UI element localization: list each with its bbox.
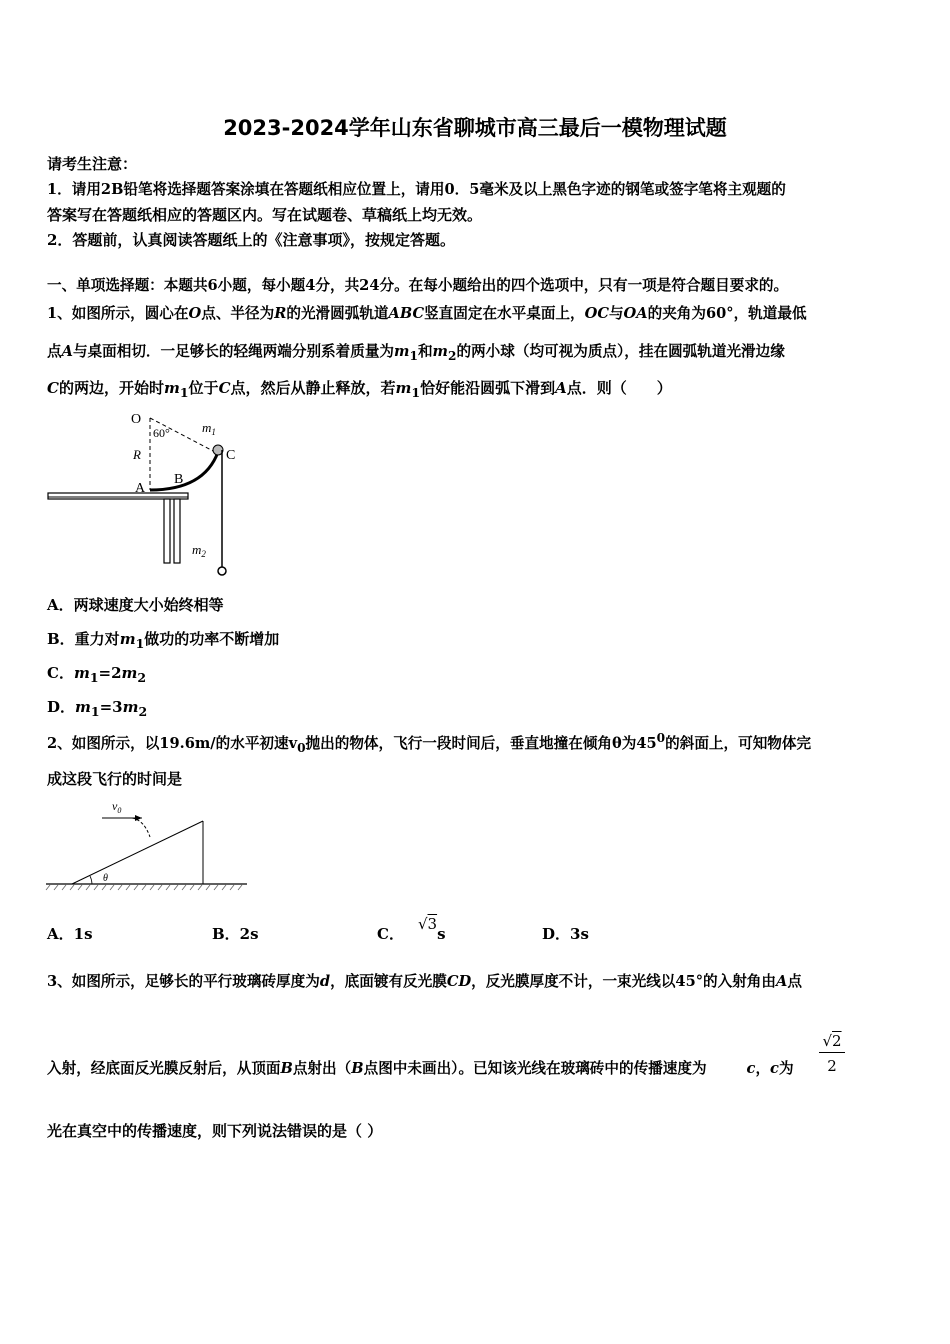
- label-C: C: [226, 448, 236, 463]
- q1-figure: [44, 404, 254, 582]
- q2-option-b: B．2s: [212, 925, 259, 943]
- label-theta: θ: [103, 873, 108, 884]
- fraction-sqrt2-over-2: √2 2: [819, 1032, 845, 1075]
- label-B: B: [174, 472, 184, 487]
- notice-line-2: 答案写在答题纸相应的答题区内。写在试题卷、草稿纸上均无效。: [47, 206, 483, 224]
- q2-option-a: A．1s: [47, 925, 93, 943]
- q3-stem-line-3: 光在真空中的传播速度，则下列说法错误的是（ ）: [47, 1122, 383, 1140]
- q2-option-d: D．3s: [542, 925, 589, 943]
- notice-heading: 请考生注意：: [47, 155, 138, 173]
- label-v0: $v_0$: [112, 799, 122, 815]
- label-m2: $m_2$: [192, 542, 206, 559]
- label-R: R: [133, 447, 141, 462]
- label-m1: $m_1$: [202, 420, 216, 437]
- q2-option-c: C．√3s: [377, 915, 446, 943]
- label-A: A: [135, 481, 146, 496]
- q2-stem-line-2: 成这段飞行的时间是: [47, 770, 183, 788]
- q1-option-c: C．$m_1=2m_2$: [47, 664, 147, 685]
- page-title: 2023-2024学年山东省聊城市高三最后一模物理试题: [223, 116, 727, 140]
- label-O: O: [131, 412, 142, 427]
- q2-stem-line-1: 2、如图所示，以19.6m/的水平初速$v_0$抛出的物体，飞行一段时间后，垂直地撞在倾角θ为$45^0$的斜面上，可知物体完: [47, 731, 812, 755]
- q1-option-b: B．重力对$m_1$做功的功率不断增加: [47, 630, 280, 651]
- q1-stem-line-2: 点A与桌面相切．一足够长的轻绳两端分别系着质量为$m_1$和$m_2$的两小球（均可视为质点），挂在圆弧轨道光滑边缘: [47, 343, 785, 363]
- label-60deg: 60°: [153, 426, 170, 440]
- q3-stem-line-1: 3、如图所示，足够长的平行玻璃砖厚度为d，底面镀有反光膜CD，反光膜厚度不计，一束光线以45°的入射角由A点: [47, 973, 802, 990]
- q1-option-a: A．两球速度大小始终相等: [47, 596, 224, 614]
- section-heading: 一、单项选择题：本题共6小题，每小题4分，共24分。在每小题给出的四个选项中，只有一项是符合题目要求的。: [47, 277, 789, 294]
- notice-line-3: 2．答题前，认真阅读答题纸上的《注意事项》，按规定答题。: [47, 231, 455, 249]
- q1-stem-line-1: 1、如图所示，圆心在O点、半径为R的光滑圆弧轨道ABC竖直固定在水平桌面上，OC与OA的夹角为60°，轨道最低: [47, 305, 807, 322]
- q1-option-d: D．$m_1=3m_2$: [47, 698, 148, 719]
- q3-stem-line-2: 入射，经底面反光膜反射后，从顶面B点射出（B点图中未画出）。已知该光线在玻璃砖中的传播速度为 c，c为: [47, 1060, 794, 1077]
- notice-line-1: 1．请用2B铅笔将选择题答案涂填在答题纸相应位置上，请用0．5毫米及以上黑色字迹的钢笔或签字笔将主观题的: [47, 181, 786, 198]
- q2-figure: [44, 795, 254, 895]
- q1-stem-line-3: C的两边，开始时$m_1$位于C点，然后从静止释放，若$m_1$恰好能沿圆弧下滑到A点．则（ ）: [47, 379, 672, 400]
